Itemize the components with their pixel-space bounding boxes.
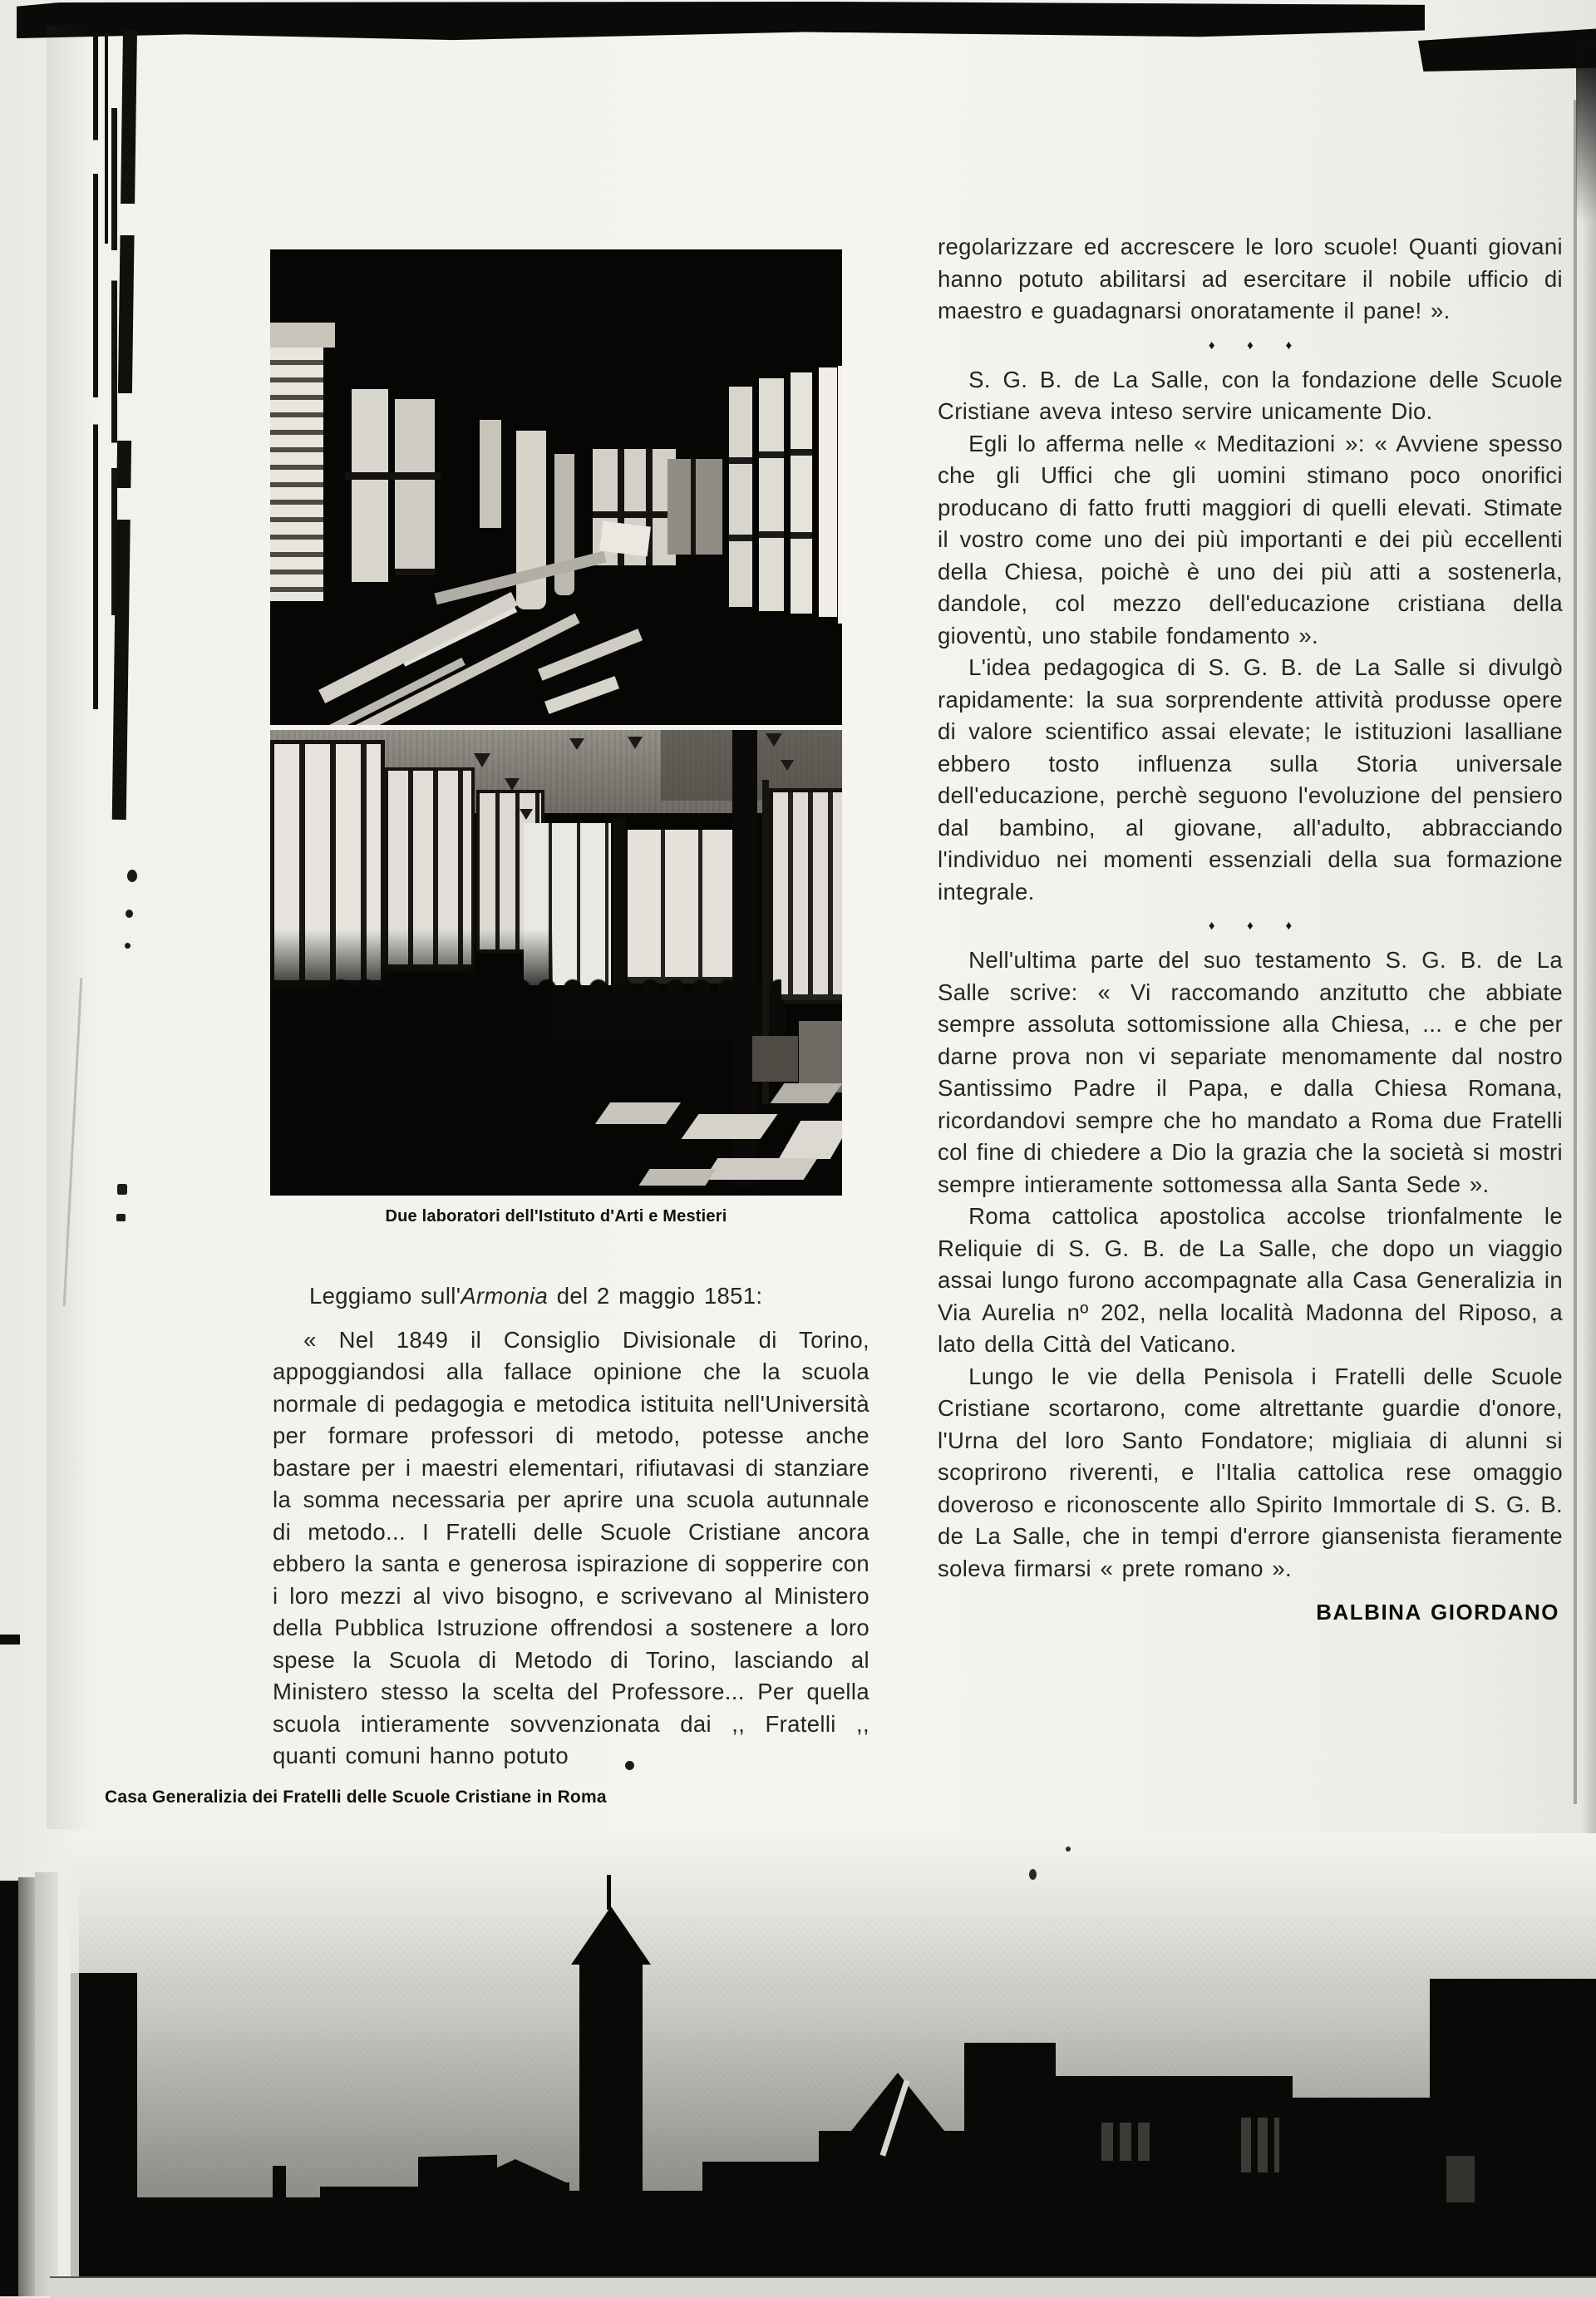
window-pane — [819, 367, 837, 617]
scan-speck — [127, 870, 137, 882]
binding-mark-line — [105, 32, 108, 244]
scan-speck — [116, 1214, 126, 1221]
tower-cap — [571, 1906, 651, 1965]
hanging-lamp — [474, 753, 490, 767]
intro-text-after: del 2 maggio 1851: — [548, 1283, 763, 1309]
left-edge-tick — [0, 1635, 20, 1645]
floor-light-patch — [704, 1158, 818, 1180]
scan-speck — [125, 943, 131, 949]
dim-window — [667, 459, 722, 555]
floor-sunbeam — [538, 629, 643, 681]
paragraph: S. G. B. de La Salle, con la fondazione delle Scuole Cristiane aveva inteso servire unicamente Dio. — [938, 366, 1563, 424]
wall-base-shadow — [270, 930, 553, 1050]
paragraph: Roma cattolica apostolica accolse trionfalmente le Reliquie di S. G. B. de La Salle, che dopo un viaggio assai lungo furono accompagnate alla Casa Generalizia in Via Aurelia nº 202, nella località Madonna del Riposo, a lato della Città del Vaticano. — [938, 1203, 1563, 1357]
page-curl-strip — [18, 1877, 35, 2296]
chimney — [273, 2166, 286, 2203]
rome-skyline-photo — [71, 1833, 1596, 2278]
window-pane — [395, 399, 435, 575]
scan-speck — [117, 1184, 127, 1195]
scan-speck — [625, 1761, 634, 1770]
skyline-base — [71, 2212, 1596, 2278]
paragraph: L'idea pedagogica di S. G. B. de La Salle si divulgò rapidamente: la sua sorprendente attività produsse opere di valore scientifico assai elevate; le istituzioni lasalliane ebbero tosto influenza sulla Storia universale dell'educazione, perchè seguono l'evoluzione del pensiero dal bambino, al giovane, all'adulto, abbracciando l'individuo nei momenti essenziali della sua formazione integrale. — [938, 654, 1563, 905]
window-blinds — [270, 348, 323, 601]
window-sliver — [270, 323, 335, 348]
page-curl-black — [0, 1881, 18, 2296]
floor-light-patch — [595, 1102, 681, 1124]
scan-top-bar-right — [1418, 25, 1596, 72]
window-pane — [791, 372, 812, 614]
floor-sunbeam — [544, 676, 619, 714]
bottom-photo-caption: Casa Generalizia dei Fratelli delle Scuole Cristiane in Roma — [105, 1788, 607, 1807]
lit-windows — [1446, 2156, 1475, 2202]
window-pane — [729, 387, 752, 607]
hanging-sheet — [480, 420, 501, 528]
page-bottom-edge — [50, 2276, 1596, 2298]
hanging-lamp — [781, 760, 794, 771]
lit-windows — [1241, 2118, 1279, 2172]
hanging-lamp — [520, 809, 533, 820]
tower-spike — [607, 1875, 611, 1910]
section-separator-ornament: ♦ ♦ ♦ — [1208, 338, 1306, 353]
window-edge-light — [838, 366, 842, 624]
scan-top-bar — [17, 2, 1425, 42]
pillar — [613, 817, 626, 992]
scan-speck — [126, 910, 133, 918]
floor-light-patch — [639, 1169, 717, 1186]
back-window — [628, 830, 748, 984]
author-signature: BALBINA GIORDANO — [1316, 1600, 1559, 1625]
paragraph: Egli lo afferma nelle « Meditazioni »: « Avviene spesso che gli Uffici che gli uomini stimano poco onorifici producano di fatto frutti maggiori di quelli elevati. Stimate il vostro come uno dei più importanti e dei più eccellenti della Chiesa, poichè è uno dei più atti a sostenerla, dandole, col mezzo dell'educazione cristiana della gioventù, uno stabile fondamento ». — [938, 430, 1563, 648]
paragraph: Lungo le vie della Penisola i Fratelli delle Scuole Cristiane scortarono, come altrettante guardie d'onore, l'Urna del loro Santo Fondatore; migliaia di alunni si scoprirono riverenti, e l'Italia cattolica rese omaggio doveroso e riconoscente allo Spirito Immortale di S. G. B. de La Salle, che in tempi d'errore giansenista fieramente soleva firmarsi « prete romano ». — [938, 1363, 1563, 1581]
section-separator-ornament: ♦ ♦ ♦ — [1208, 919, 1306, 933]
paragraph: Nell'ultima parte del suo testamento S. G. B. de La Salle scrive: « Vi raccomando anzitutto che abbiate sempre assoluta sottomissione alla Chiesa, ... e che per darne prova non vi separiate menomamente dal nostro Santissimo Padre il Papa, e dalla Chiesa Romana, ricordandovi sempre che ho mandato a Roma due Fratelli col fine di chiedere a Dio la grazia che la società si mostri sempre intieramente sottomessa alla Santa Sede ». — [938, 947, 1563, 1197]
workshop-photo-bottom — [270, 730, 842, 1196]
hanging-lamp — [766, 733, 782, 747]
periodical-name: Armonia — [461, 1283, 549, 1309]
page-curl-strip — [58, 1862, 79, 2296]
gable-roof — [461, 2159, 569, 2184]
left-intro-line — [273, 1280, 869, 1313]
right-text-column — [938, 231, 1563, 1629]
lit-windows — [1101, 2123, 1155, 2161]
left-paragraph: « Nel 1849 il Consiglio Divisionale di Torino, appoggiandosi alla fallace opinione che la scuola normale di pedagogia e metodica istituita nell'Università per formare professori di metodo, potesse anche bastare per i maestri elementari, rifiutavasi di stanziare la somma necessaria per aprire una scuola autunnale di metodo... I Fratelli delle Scuole Cristiane ancora ebbero la santa e generosa ispirazione di sopperire con i loro mezzi al vivo bisogno, e scrivevano al Ministero della Pubblica Istruzione offrendosi a sostenere a loro spese la Scuola di Metodo di Torino, lasciando al Ministero stesso la scelta del Professore... Per quella scuola intieramente sovvenzionata dai ,, Fratelli ,, quanti comuni hanno potuto — [273, 1326, 869, 1768]
intro-text: Leggiamo sull' — [309, 1283, 461, 1309]
hanging-lamp — [628, 737, 643, 749]
gray-patch — [752, 1036, 798, 1082]
photo-caption: Due laboratori dell'Istituto d'Arti e Mestieri — [385, 1207, 727, 1225]
hanging-lamp — [569, 738, 584, 750]
sky-speck — [1029, 1869, 1037, 1880]
window-pane — [759, 378, 784, 611]
workshop-photo-top — [270, 249, 842, 725]
page-right-edge-line — [1574, 100, 1577, 1804]
left-text-column — [273, 1280, 869, 1773]
right-window — [769, 788, 842, 1004]
binding-mark-line — [93, 32, 98, 709]
binding-shade — [47, 25, 91, 1829]
paper-on-bench — [599, 521, 651, 557]
hanging-lamp — [505, 778, 520, 791]
floor-reflection — [799, 1021, 842, 1092]
window-pane — [352, 389, 388, 582]
paragraph: regolarizzare ed accrescere le loro scuole! Quanti giovani hanno potuto abilitarsi ad esercitare il nobile ufficio di maestro e guadagnarsi onoratamente il pane! ». — [938, 234, 1563, 323]
sky-speck — [1066, 1847, 1071, 1852]
page-curl-strip — [35, 1872, 58, 2296]
window-crossbar — [345, 472, 441, 480]
